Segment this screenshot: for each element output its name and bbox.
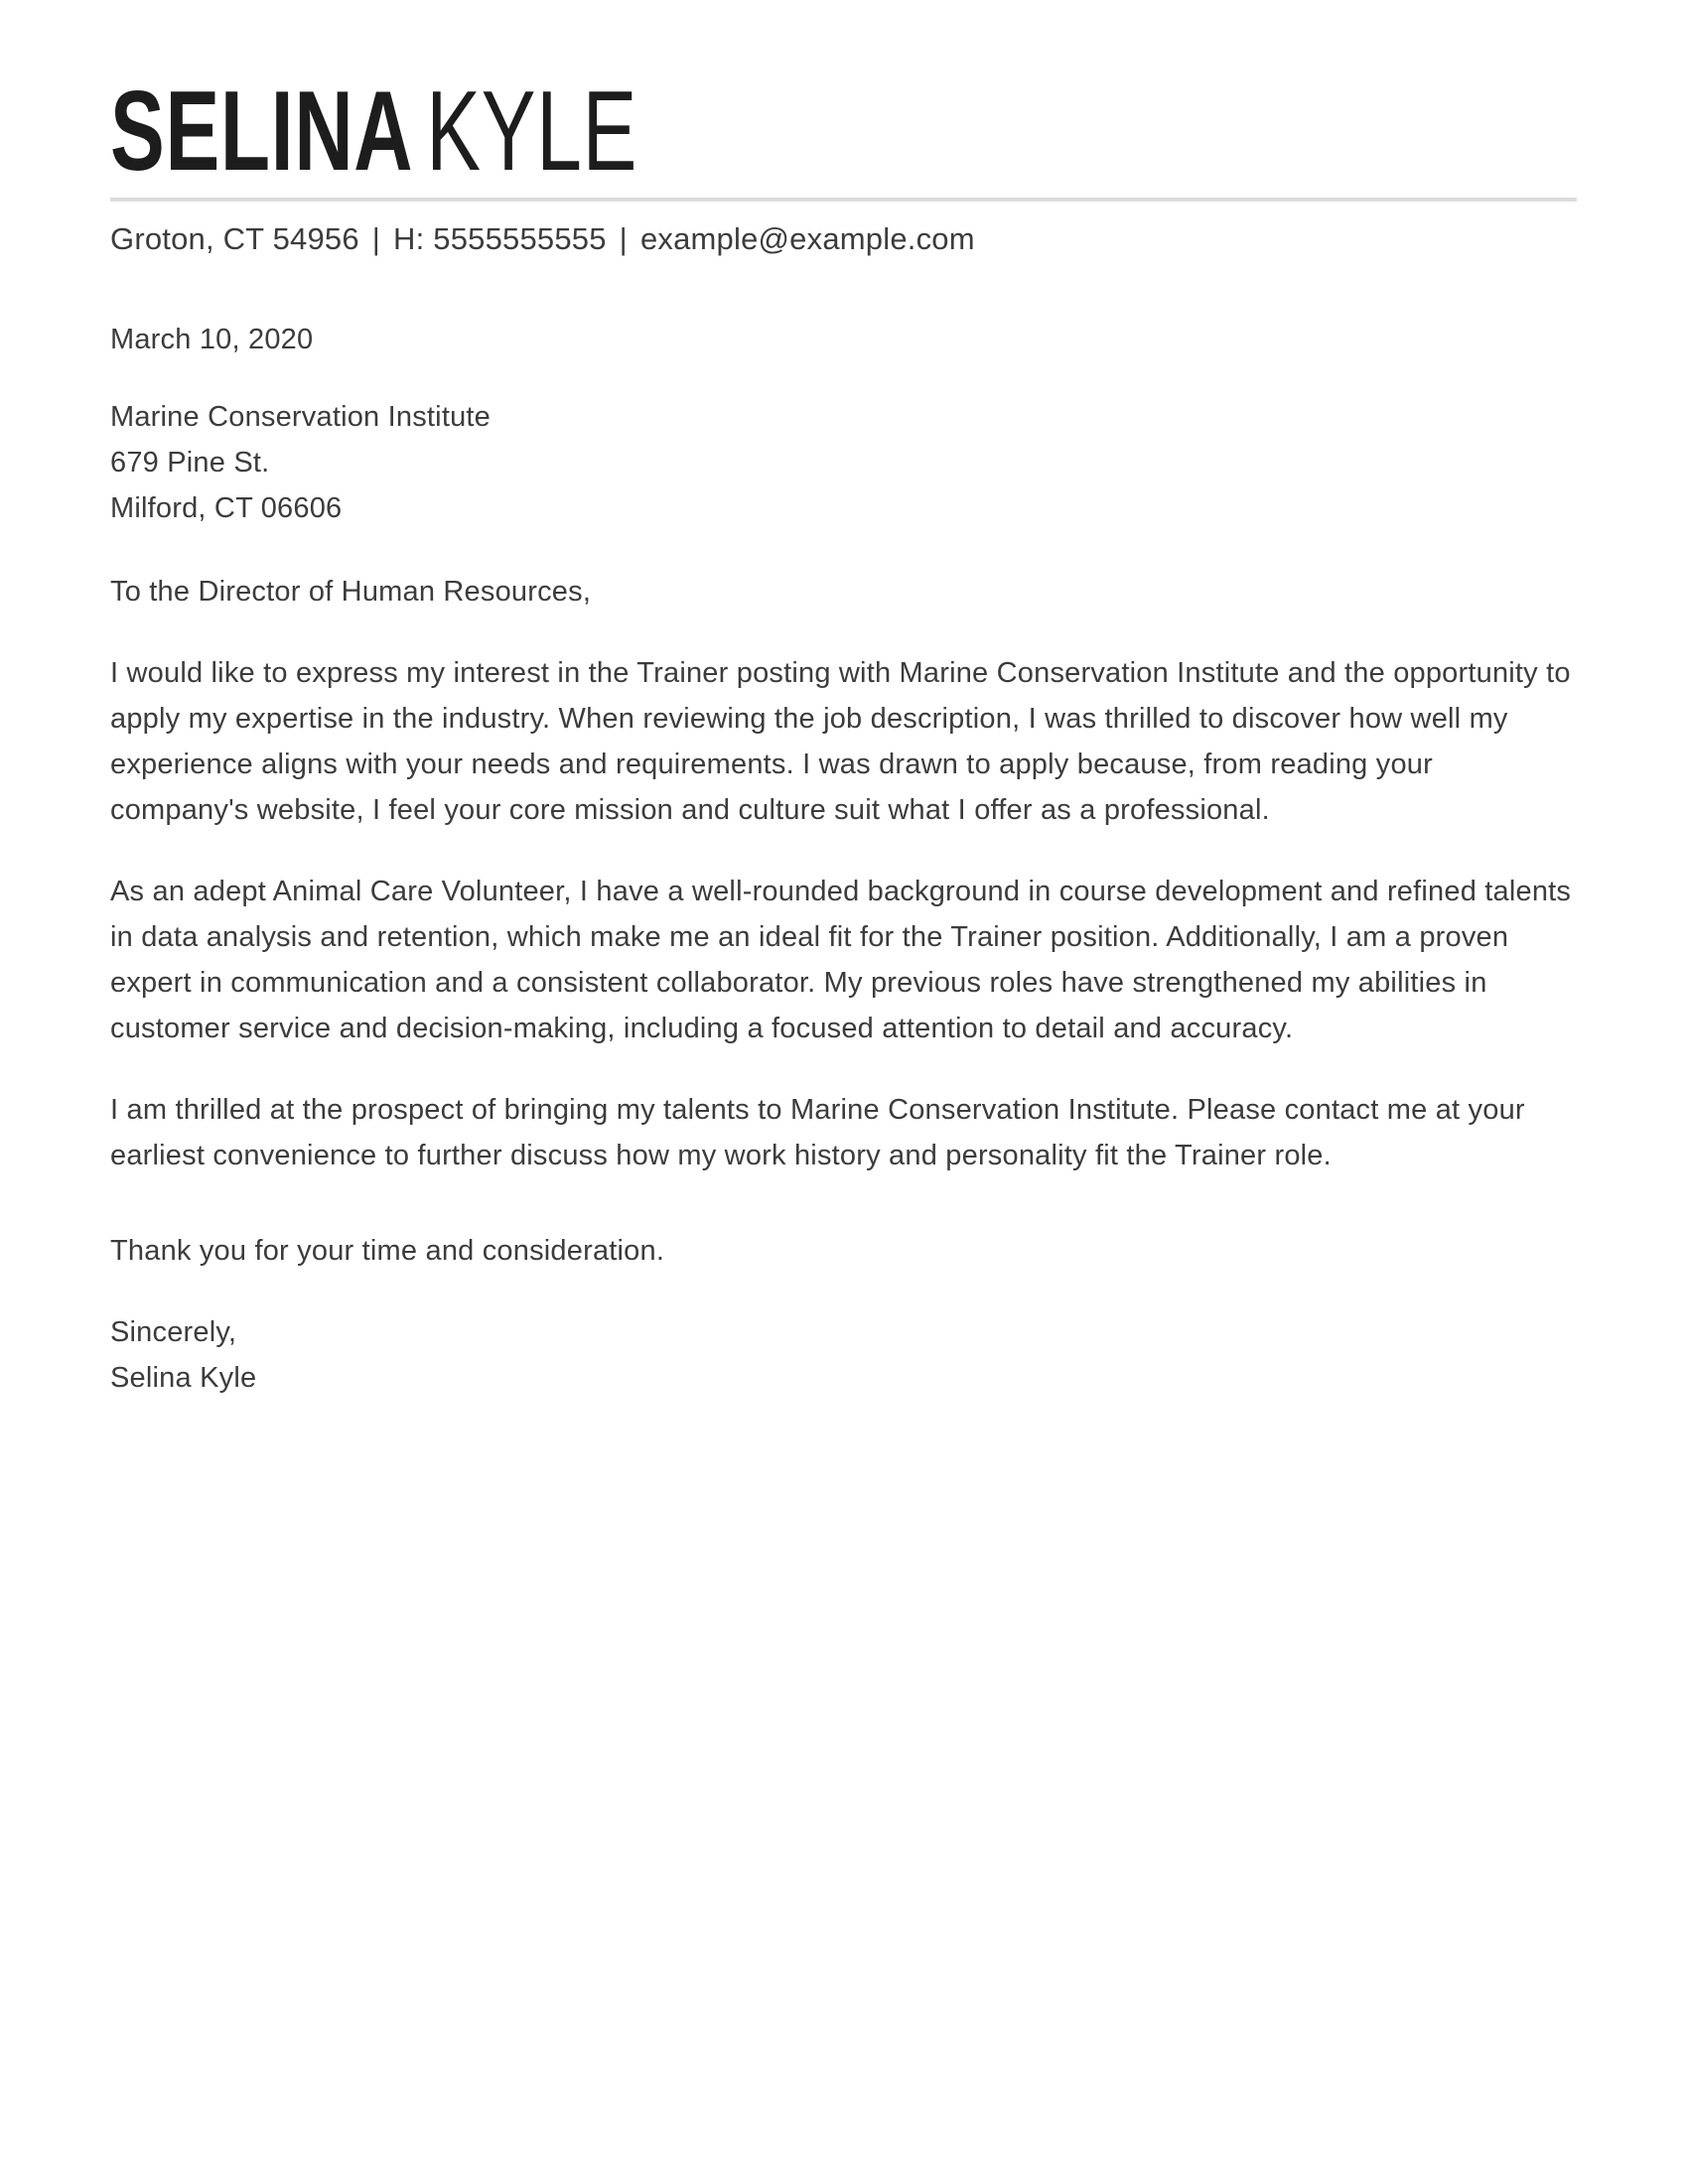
recipient-company: Marine Conservation Institute xyxy=(110,400,491,433)
closing-block xyxy=(110,1309,1577,1401)
contact-separator: | xyxy=(371,220,381,256)
contact-separator: | xyxy=(619,220,628,256)
header-divider-rule xyxy=(110,198,1577,202)
first-name: SELINA xyxy=(110,68,414,195)
letter-date: March 10, 2020 xyxy=(110,323,314,355)
recipient-address-block xyxy=(110,394,1577,531)
contact-phone: H: 5555555555 xyxy=(393,220,607,256)
salutation: To the Director of Human Resources, xyxy=(110,575,592,608)
body-paragraph-3: I am thrilled at the prospect of bringing my talents to Marine Conservation Institute. Please contact me at your earliest convenience to further discuss how my work history and personality fit the Trainer role. xyxy=(110,1093,1525,1171)
letter-body xyxy=(110,317,1577,1401)
name-heading xyxy=(110,68,1577,195)
recipient-street: 679 Pine St. xyxy=(110,446,270,478)
signature-name: Selina Kyle xyxy=(110,1361,257,1394)
contact-email: example@example.com xyxy=(639,220,975,256)
last-name: KYLE xyxy=(426,68,638,195)
name-heading-inner xyxy=(110,68,638,195)
closing-salutation: Sincerely, xyxy=(110,1315,237,1348)
body-paragraph-2: As an adept Animal Care Volunteer, I have a well-rounded background in course development and refined talents in data analysis and retention, which make me an ideal fit for the Trainer position. Additionally, I am a proven expert in communication and a consistent collaborator. My previous roles have strengthened my abilities in customer service and decision-making, including a focused attention to detail and accuracy. xyxy=(110,875,1572,1044)
recipient-city-state-zip: Milford, CT 06606 xyxy=(110,491,343,524)
thank-you-line: Thank you for your time and consideration. xyxy=(110,1234,665,1267)
contact-line xyxy=(110,219,1577,259)
contact-location: Groton, CT 54956 xyxy=(110,220,359,256)
body-paragraph-1: I would like to express my interest in the Trainer posting with Marine Conservation Institute and the opportunity to apply my expertise in the industry. When reviewing the job description, I was thrilled to discover how well my experience aligns with your needs and requirements. I was drawn to apply because, from reading your company's website, I feel your core mission and culture suit what I offer as a professional. xyxy=(110,656,1571,826)
